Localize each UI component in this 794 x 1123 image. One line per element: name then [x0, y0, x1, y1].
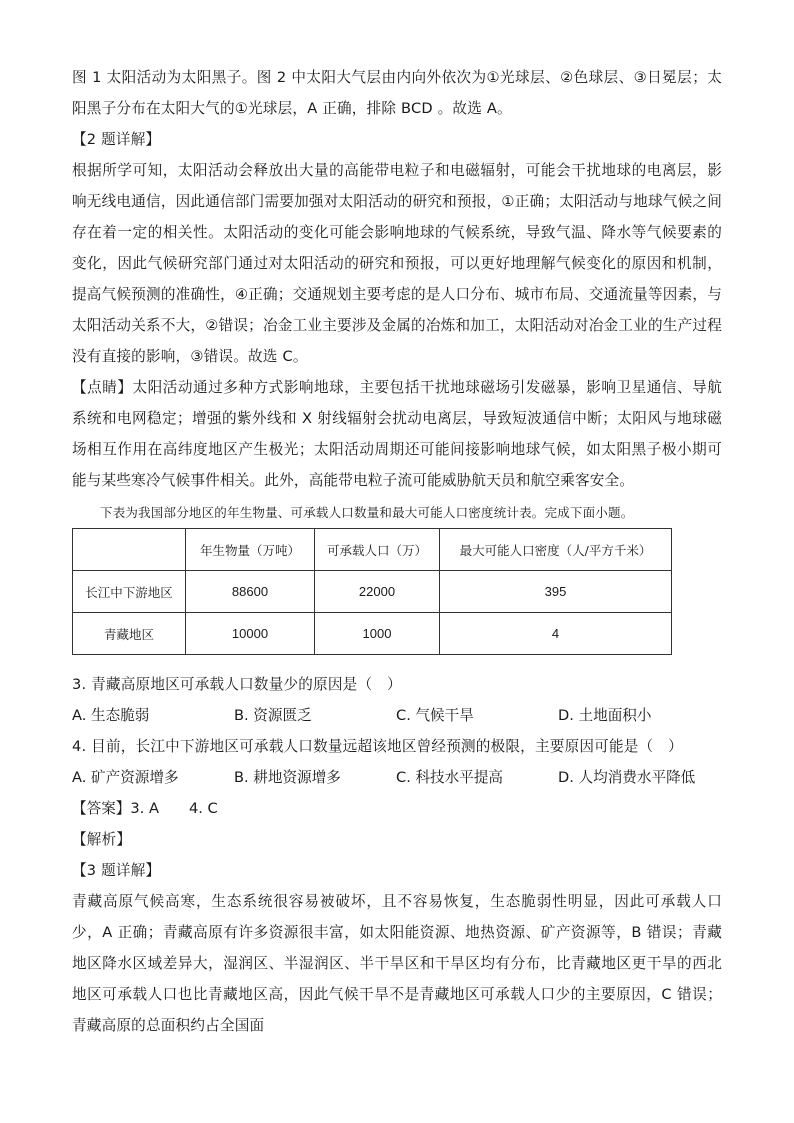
- option-a: A. 矿产资源增多: [72, 769, 179, 786]
- question-4-options: [72, 762, 722, 793]
- table-cell: 10000: [186, 613, 315, 655]
- option-a: A. 生态脆弱: [72, 707, 150, 724]
- option-d: D. 人均消费水平降低: [558, 769, 696, 786]
- option-c: C. 气候干旱: [396, 707, 474, 724]
- paragraph-tip: 【点睛】太阳活动通过多种方式影响地球，主要包括干扰地球磁场引发磁暴，影响卫星通信、导航系统和电网稳定；增强的紫外线和 X 射线辐射会扰动电离层，导致短波通信中断；太阳风与地球磁场相互作用在高纬度地区产生极光；太阳活动周期还可能间接影响地球气候，如太阳黑子极小期可能与某些寒冷气候事件相关。此外，高能带电粒子流可能威胁航天员和航空乘客安全。: [72, 379, 722, 489]
- option-c: C. 科技水平提高: [396, 769, 504, 786]
- table-header-cell: 可承载人口（万）: [315, 529, 440, 571]
- table-cell: 395: [440, 571, 672, 613]
- table-cell-region: 长江中下游地区: [73, 571, 186, 613]
- table-header-cell: [73, 529, 186, 571]
- question-3-stem: 3. 青藏高原地区可承载人口数量少的原因是（ ）: [72, 676, 402, 693]
- table-cell: 88600: [186, 571, 315, 613]
- q2-detail-heading: 【2 题详解】: [72, 131, 161, 148]
- option-b: B. 资源匮乏: [234, 707, 312, 724]
- table-row: [73, 571, 672, 613]
- answer-line: [72, 793, 722, 824]
- answer-label: 【答案】: [72, 800, 131, 817]
- question-3-options: [72, 700, 722, 731]
- table-header-cell: 年生物量（万吨）: [186, 529, 315, 571]
- table-cell-region: 青藏地区: [73, 613, 186, 655]
- table-row: [73, 613, 672, 655]
- statistics-table: [72, 528, 672, 655]
- table-header-row: [73, 529, 672, 571]
- answer-4: 4. C: [188, 800, 218, 817]
- question-4-stem: 4. 目前，长江中下游地区可承载人口数量远超该地区曾经预测的极限，主要原因可能是（ ）: [72, 738, 683, 755]
- document-page: [72, 62, 722, 1041]
- table-cell: 4: [440, 613, 672, 655]
- option-d: D. 土地面积小: [558, 707, 652, 724]
- paragraph-q3-explanation: 青藏高原气候高寒，生态系统很容易被破坏，且不容易恢复，生态脆弱性明显，因此可承载人口少，A 正确；青藏高原有许多资源很丰富，如太阳能资源、地热资源、矿产资源等，B 错误；青藏地区降水区域差异大，湿润区、半湿润区、半干旱区和干旱区均有分布，比青藏地区更干旱的西北地区可承载人口也比青藏地区高，因此气候干旱不是青藏地区可承载人口少的主要原因，C 错误；青藏高原的总面积约占全国面: [72, 893, 722, 1034]
- paragraph-q2-explanation: 根据所学可知，太阳活动会释放出大量的高能带电粒子和电磁辐射，可能会干扰地球的电离层，影响无线电通信，因此通信部门需要加强对太阳活动的研究和预报，①正确；太阳活动与地球气候之间存在着一定的相关性。太阳活动的变化可能会影响地球的气候系统，导致气温、降水等气候要素的变化，因此气候研究部门通过对太阳活动的研究和预报，可以更好地理解气候变化的原因和机制，提高气候预测的准确性，④正确；交通规划主要考虑的是人口分布、城市布局、交通流量等因素，与太阳活动关系不大，②错误；冶金工业主要涉及金属的冶炼和加工，太阳活动对冶金工业的生产过程没有直接的影响，③错误。故选 C。: [72, 162, 722, 365]
- table-cell: 22000: [315, 571, 440, 613]
- q3-detail-heading: 【3 题详解】: [72, 862, 161, 879]
- option-b: B. 耕地资源增多: [234, 769, 341, 786]
- answer-3: 3. A: [130, 800, 159, 817]
- analysis-heading: 【解析】: [72, 831, 132, 848]
- table-header-cell: 最大可能人口密度（人/平方千米）: [440, 529, 672, 571]
- table-intro: 下表为我国部分地区的年生物量、可承载人口数量和最大可能人口密度统计表。完成下面小题。: [100, 505, 634, 520]
- table-cell: 1000: [315, 613, 440, 655]
- paragraph-q1-explanation: 图 1 太阳活动为太阳黑子。图 2 中太阳大气层由内向外依次为①光球层、②色球层、③日冕层；太阳黑子分布在太阳大气的①光球层，A 正确，排除 BCD 。故选 A。: [72, 69, 722, 117]
